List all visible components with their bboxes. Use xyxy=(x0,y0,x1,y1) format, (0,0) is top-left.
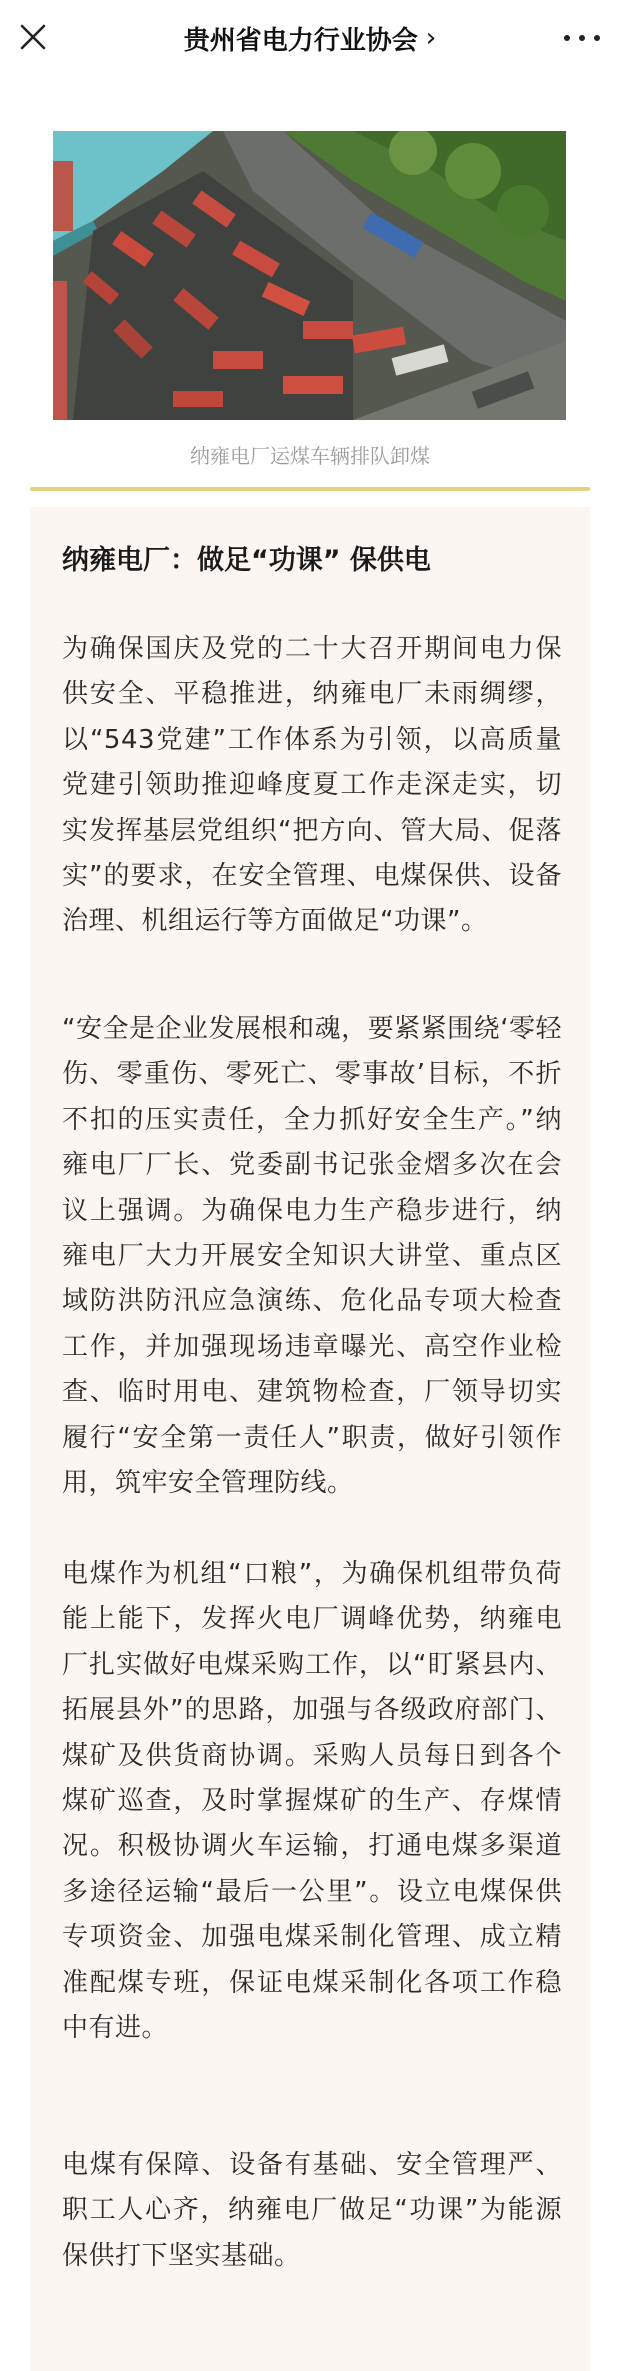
coal-trucks-photo xyxy=(53,131,566,420)
account-name: 贵州省电力行业协会 xyxy=(183,25,418,56)
section-divider xyxy=(30,487,590,491)
more-dots-icon[interactable] xyxy=(564,24,600,52)
article-paragraph: 为确保国庆及党的二十大召开期间电力保供安全、平稳推进，纳雍电厂未雨绸缪，以“543党建”工作体系为引领，以高质量党建引领助推迎峰度夏工作走深走实，切实发挥基层党组织“把方向、管大局、促落实”的要求，在安全管理、电煤保供、设备治理、机组运行等方面做足“功课”。 xyxy=(62,634,562,937)
article-photo xyxy=(53,131,566,420)
article-paragraph: 电煤有保障、设备有基础、安全管理严、职工人心齐，纳雍电厂做足“功课”为能源保供打下坚实基础。 xyxy=(62,2150,562,2271)
article-paragraph: 电煤作为机组“口粮”，为确保机组带负荷能上能下，发挥火电厂调峰优势，纳雍电厂扎实做好电煤采购工作，以“盯紧县内、拓展县外”的思路，加强与各级政府部门、煤矿及供货商协调。采购人员每日到各个煤矿巡查，及时掌握煤矿的生产、存煤情况。积极协调火车运输，打通电煤多渠道多途径运输“最后一公里”。设立电煤保供专项资金、加强电煤采制化管理、成立精准配煤专班，保证电煤采制化各项工作稳中有进。 xyxy=(62,1559,562,2044)
article-heading: 纳雍电厂：做足“功课” 保供电 xyxy=(62,545,431,576)
account-title-link[interactable] xyxy=(184,20,436,57)
top-navigation-bar xyxy=(0,0,620,76)
photo-caption: 纳雍电厂运煤车辆排队卸煤 xyxy=(190,444,430,468)
chevron-right-icon: › xyxy=(425,23,437,53)
article-paragraph: “安全是企业发展根和魂，要紧紧围绕‘零轻伤、零重伤、零死亡、零事故’目标，不折不扣的压实责任，全力抓好安全生产。”纳雍电厂厂长、党委副书记张金熠多次在会议上强调。为确保电力生产稳步进行，纳雍电厂大力开展安全知识大讲堂、重点区域防洪防汛应急演练、危化品专项大检查工作，并加强现场违章曝光、高空作业检查、临时用电、建筑物检查，厂领导切实履行“安全第一责任人”职责，做好引领作用，筑牢安全管理防线。 xyxy=(62,1014,562,1499)
article-body xyxy=(30,507,590,2371)
close-icon[interactable] xyxy=(18,22,48,52)
